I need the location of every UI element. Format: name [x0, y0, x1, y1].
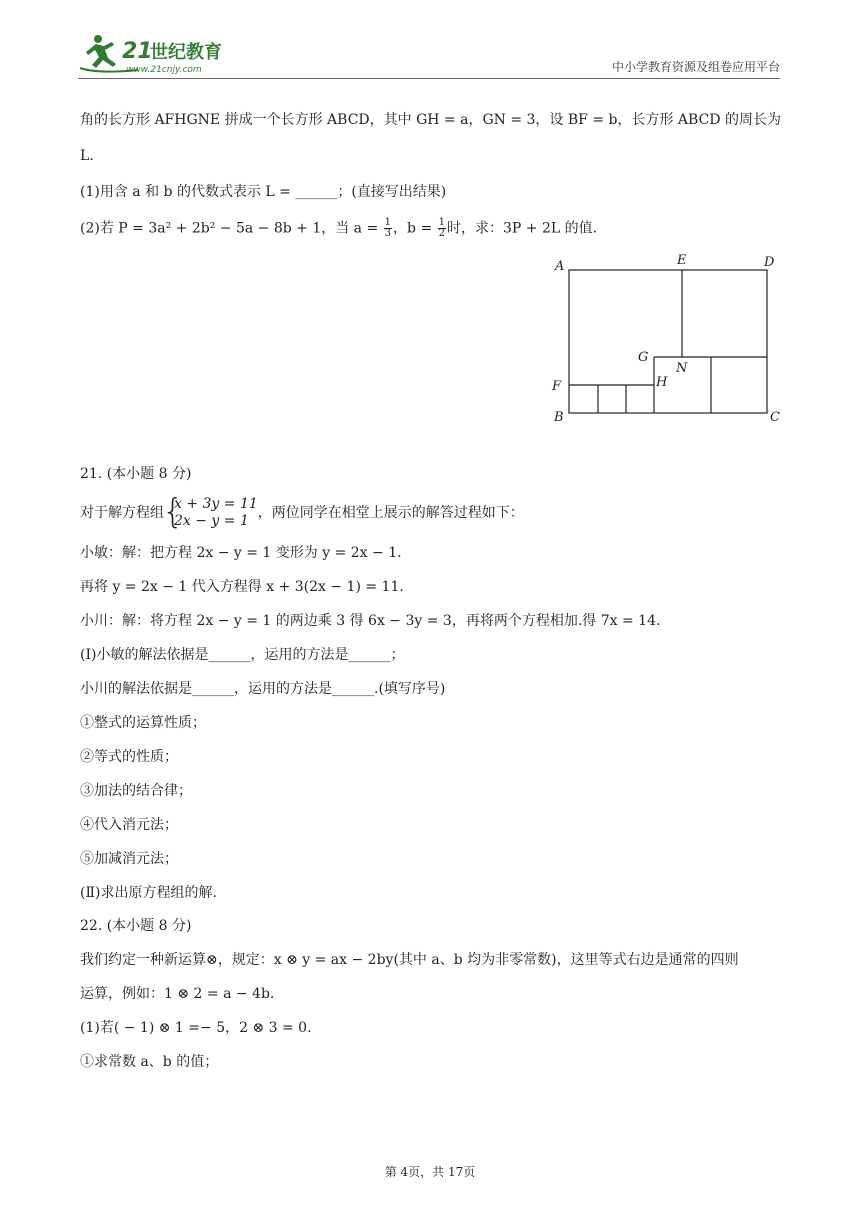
question-21-part-1b: 小川的解法依据是______，运用的方法是______.(填写序号): [80, 681, 446, 697]
option-4: ④代入消元法；: [80, 817, 178, 833]
question-21-part-1: (Ⅰ)小敏的解法依据是______，运用的方法是______；: [80, 647, 405, 663]
text-segment: 对于解方程组: [80, 505, 164, 521]
question-22-text-2: 运算，例如：1 ⊗ 2 = a − 4b.: [80, 986, 275, 1002]
question-22-sub-1: ①求常数 a、b 的值；: [80, 1054, 219, 1070]
question-21-intro: [80, 495, 782, 531]
text-segment: ，b =: [393, 220, 437, 237]
platform-name: 中小学教育资源及组卷应用平台: [611, 60, 780, 74]
label-n: N: [676, 361, 688, 376]
label-f: F: [552, 379, 562, 394]
fraction-one-half: $\frac{1}{2}$: [438, 217, 446, 239]
label-b: B: [554, 410, 564, 425]
page-header: [78, 30, 780, 79]
text-line: L.: [80, 148, 94, 164]
logo-21cnjy: [78, 30, 278, 76]
option-5: ⑤加减消元法；: [80, 851, 178, 867]
option-3: ③加法的结合律；: [80, 783, 192, 799]
question-part-1: (1)用含 a 和 b 的代数式表示 L = ______；(直接写出结果): [80, 184, 447, 200]
question-21-title: 21. (本小题 8 分): [80, 466, 192, 482]
rect-abcd: [569, 270, 767, 413]
text-segment: 时，求：3P + 2L 的值.: [447, 220, 598, 237]
label-d: D: [764, 255, 775, 270]
text-segment: ，两位同学在相堂上展示的解答过程如下：: [257, 505, 524, 521]
svg-text:www.21cnjy.com: www.21cnjy.com: [126, 65, 202, 75]
equation-system: { x + 3y = 11 2x − y = 1: [164, 496, 258, 530]
solution-xiaochuan: 小川：解：将方程 2x − y = 1 的两边乘 3 得 6x − 3y = 3，再将两个方程相加.得 7x = 14.: [80, 613, 661, 629]
question-22-text: 我们约定一种新运算⊗，规定：x ⊗ y = ax − 2by(其中 a、b 均为非零常数)，这里等式右边是通常的四则: [80, 952, 739, 968]
question-22-title: 22. (本小题 8 分): [80, 918, 192, 934]
option-1: ①整式的运算性质；: [80, 715, 206, 731]
label-e: E: [677, 253, 687, 268]
fraction-one-third: $\frac{1}{3}$: [384, 217, 392, 239]
svg-text:21: 21: [122, 39, 153, 64]
text-line: 角的长方形 AFHGNE 拼成一个长方形 ABCD，其中 GH = a，GN = 3，设 BF = b，长方形 ABCD 的周长为: [80, 112, 781, 128]
label-c: C: [770, 410, 780, 425]
label-h: H: [656, 375, 668, 390]
page-footer: 第 4页，共 17页: [384, 1165, 476, 1179]
label-g: G: [638, 350, 649, 365]
question-part-2: [80, 218, 782, 239]
solution-xiaomin: 小敏：解：把方程 2x − y = 1 变形为 y = 2x − 1.: [80, 545, 402, 561]
solution-xiaomin-2: 再将 y = 2x − 1 代入方程得 x + 3(2x − 1) = 11.: [80, 579, 404, 595]
question-21-part-2: (Ⅱ)求出原方程组的解.: [80, 885, 217, 901]
question-22-part-1: (1)若( − 1) ⊗ 1 =− 5，2 ⊗ 3 = 0.: [80, 1020, 312, 1036]
label-a: A: [555, 259, 565, 274]
rectangle-figure: [545, 250, 790, 430]
option-2: ②等式的性质；: [80, 749, 178, 765]
svg-text:世纪教育: 世纪教育: [150, 42, 222, 63]
text-segment: (2)若 P = 3a² + 2b² − 5a − 8b + 1，当 a =: [80, 220, 383, 237]
